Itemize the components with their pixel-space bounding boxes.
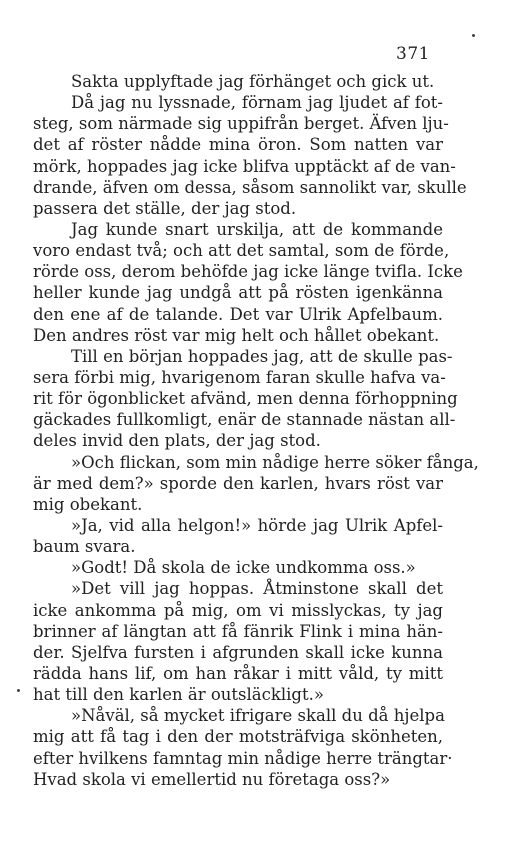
- text-line: rit för ögonblicket afvänd, men denna förhoppning: [33, 389, 458, 409]
- text-line: deles invid den plats, der jag stod.: [33, 431, 321, 451]
- text-line: heller kunde jag undgå att på rösten igenkänna: [33, 283, 443, 303]
- text-line: »Det vill jag hoppas. Åtminstone skall det: [71, 579, 443, 599]
- text-line: steg, som närmade sig uppifrån berget. Äfven lju-: [33, 114, 449, 134]
- text-line: »Och flickan, som min nådige herre söker fånga,: [71, 452, 479, 472]
- text-line: rörde oss, derom behöfde jag icke länge tvifla. Icke: [33, 262, 463, 282]
- text-line: gäckades fullkomligt, enär de stannade nästan all-: [33, 410, 456, 430]
- text-line: sera förbi mig, hvarigenom faran skulle hafva va-: [33, 367, 446, 387]
- text-line: mörk, hoppades jag icke blifva upptäckt af de van-: [33, 156, 456, 176]
- text-line: Jag kunde snart urskilja, att de kommande: [71, 219, 443, 239]
- text-line: Den andres röst var mig helt och hållet obekant.: [33, 325, 440, 345]
- text-line: voro endast två; och att det samtal, som de förde,: [33, 241, 450, 261]
- text-line: der. Sjelfva fursten i afgrunden skall icke kunna: [33, 642, 443, 662]
- ink-speck: [17, 689, 20, 692]
- body-text: [33, 71, 479, 790]
- text-line: Hvad skola vi emellertid nu företaga oss?»: [33, 769, 391, 789]
- text-line: »Ja, vid alla helgon!» hörde jag Ulrik Apfel-: [71, 515, 443, 535]
- text-line: »Godt! Då skola de icke undkomma oss.»: [71, 558, 416, 578]
- text-line: passera det ställe, der jag stod.: [33, 198, 297, 218]
- text-line: Sakta upplyftade jag förhänget och gick ut.: [71, 72, 435, 91]
- text-line: mig att få tag i den der motsträfviga skönheten,: [33, 727, 443, 747]
- text-line: Då jag nu lyssnade, förnam jag ljudet af fot-: [71, 93, 443, 113]
- text-line: Till en början hoppades jag, att de skulle pas-: [71, 346, 453, 366]
- text-line: rädda hans lif, om han råkar i mitt våld, ty mitt: [33, 663, 443, 683]
- text-line: efter hvilkens famntag min nådige herre trängtar·: [33, 748, 453, 768]
- page-number: 371: [396, 44, 430, 64]
- text-line: drande, äfven om dessa, såsom sannolikt var, skulle: [33, 177, 467, 197]
- text-line: den ene af de talande. Det var Ulrik Apfelbaum.: [33, 304, 443, 324]
- ink-speck: [472, 34, 475, 37]
- text-line: mig obekant.: [33, 494, 143, 514]
- text-line: det af röster nådde mina öron. Som natten var: [33, 135, 443, 155]
- text-line: »Nåväl, så mycket ifrigare skall du då hjelpa: [71, 706, 445, 726]
- text-line: baum svara.: [33, 537, 136, 557]
- text-line: hat till den karlen är outsläckligt.»: [33, 685, 324, 705]
- text-line: är med dem?» sporde den karlen, hvars röst var: [33, 473, 443, 493]
- text-line: brinner af längtan att få fänrik Flink i mina hän-: [33, 621, 443, 641]
- text-line: icke ankomma på mig, om vi misslyckas, ty jag: [33, 600, 443, 620]
